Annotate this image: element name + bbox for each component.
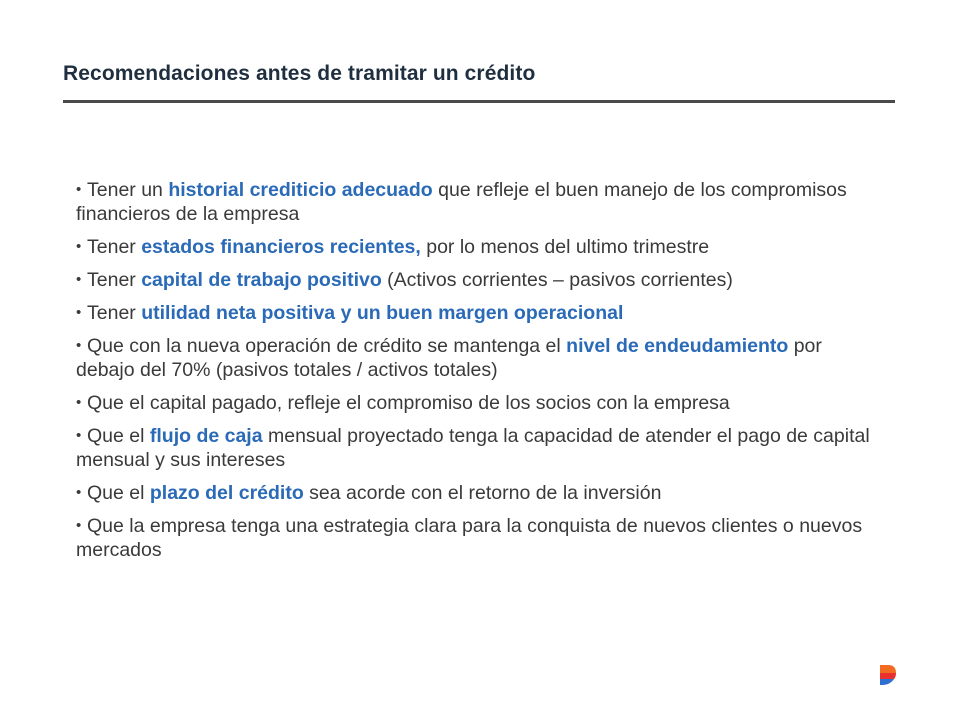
plain-phrase: (Activos corrientes – pasivos corrientes) — [381, 269, 733, 291]
recommendation-text — [76, 302, 623, 324]
recommendation-text — [76, 335, 822, 381]
plain-phrase: que refleje el buen manejo de los compromisos financieros de la empresa — [76, 179, 847, 225]
recommendation-item — [76, 268, 876, 292]
plain-phrase: por lo menos del ultimo trimestre — [420, 236, 710, 258]
highlighted-phrase: nivel de endeudamiento — [566, 335, 789, 357]
recommendation-text — [76, 236, 709, 258]
recommendation-item — [76, 514, 876, 562]
highlighted-phrase: flujo de caja — [149, 425, 263, 447]
highlighted-phrase: historial crediticio adecuado — [168, 179, 433, 201]
plain-phrase: Tener — [87, 302, 142, 324]
slide-title: Recomendaciones antes de tramitar un crédito — [63, 62, 536, 85]
plain-phrase: Que el — [87, 425, 150, 447]
highlighted-phrase: capital de trabajo positivo — [141, 269, 382, 291]
recommendation-item — [76, 178, 876, 226]
brand-logo-icon — [876, 664, 898, 686]
plain-phrase: Tener — [87, 236, 142, 258]
recommendation-text — [76, 179, 847, 225]
plain-phrase: Que el — [87, 482, 150, 504]
plain-phrase: Que con la nueva operación de crédito se mantenga el — [87, 335, 567, 357]
plain-phrase: Que la empresa tenga una estrategia clara para la conquista de nuevos clientes o nuevos mercados — [76, 515, 863, 561]
recommendation-text — [76, 482, 661, 504]
recommendation-list — [76, 178, 876, 571]
plain-phrase: mensual proyectado tenga la capacidad de atender el pago de capital mensual y sus intereses — [76, 425, 870, 471]
recommendation-item — [76, 391, 876, 415]
plain-phrase: por debajo del 70% (pasivos totales / activos totales) — [76, 335, 822, 381]
recommendation-text — [76, 515, 862, 561]
plain-phrase: Tener — [87, 269, 142, 291]
recommendation-item — [76, 424, 876, 472]
plain-phrase: sea acorde con el retorno de la inversión — [303, 482, 662, 504]
recommendation-item — [76, 334, 876, 382]
recommendation-text — [76, 425, 870, 471]
recommendation-text — [76, 269, 733, 291]
title-underline — [63, 100, 895, 103]
recommendation-text — [76, 392, 730, 414]
recommendation-item — [76, 301, 876, 325]
highlighted-phrase: estados financieros recientes, — [141, 236, 421, 258]
highlighted-phrase: plazo del crédito — [149, 482, 304, 504]
plain-phrase: Que el capital pagado, refleje el compromiso de los socios con la empresa — [87, 392, 730, 414]
highlighted-phrase: utilidad neta positiva y un buen margen operacional — [141, 302, 624, 324]
recommendation-item — [76, 235, 876, 259]
recommendation-item — [76, 481, 876, 505]
plain-phrase: Tener un — [87, 179, 169, 201]
